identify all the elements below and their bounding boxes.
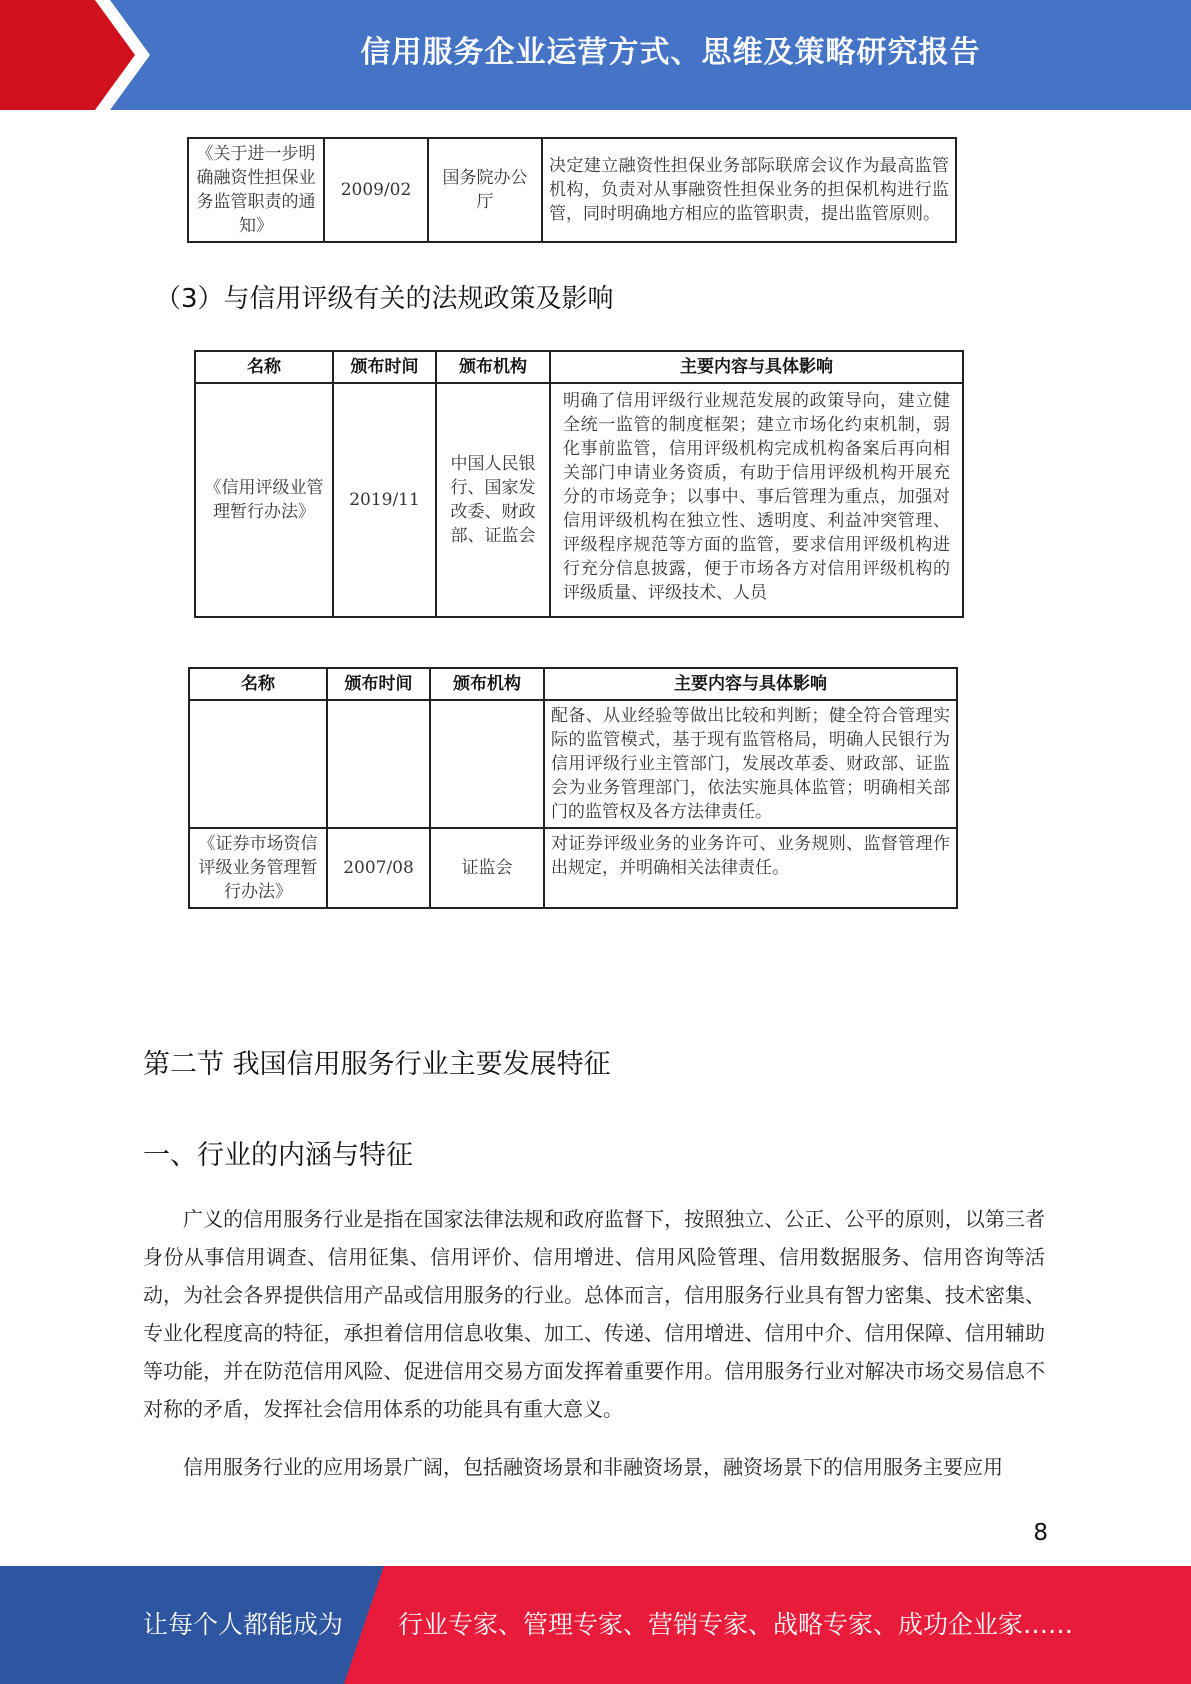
table-row — [188, 138, 956, 242]
regulation-table-3 — [188, 667, 958, 909]
table-cell-agency: 中国人民银行、国家发改委、财政部、证监会 — [436, 383, 550, 617]
document-title: 信用服务企业运营方式、思维及策略研究报告 — [360, 35, 981, 70]
table-cell-content-text: 明确了信用评级行业规范发展的政策导向，建立健全统一监管的制度框架；建立市场化约束机制，弱化事前监管，信用评级机构完成机构备案后再向相关部门申请业务资质，有助于信用评级机构开展充分的市场竞争；以事中、事后管理为重点，加强对信用评级机构在独立性、透明度、利益冲突管理、评级程序规范等方面的监管，要求信用评级机构进行充分信息披露，便于市场各方对信用评级机构的评级质量、评级技术、人员 — [563, 391, 950, 603]
table-cell-date: 2019/11 — [333, 383, 436, 617]
table-cell-agency — [430, 700, 544, 828]
page-number: 8 — [1033, 1520, 1048, 1546]
table-cell-content — [550, 383, 963, 617]
table-cell-content: 配备、从业经验等做出比较和判断；健全符合管理实际的监管模式，基于现有监管格局，明确人民银行为信用评级行业主管部门，发展改革委、财政部、证监会为业务管理部门，依法实施具体监管；明确相关部门的监管权及各方法律责任。 — [544, 700, 957, 828]
table-cell-date — [327, 700, 430, 828]
table-cell-name — [189, 700, 327, 828]
table-cell-date: 2009/02 — [324, 138, 428, 242]
table-header-row — [195, 351, 963, 383]
header-agency: 颁布机构 — [430, 668, 544, 700]
table-cell-agency: 国务院办公厅 — [428, 138, 542, 242]
subsection-heading: （3）与信用评级有关的法规政策及影响 — [155, 284, 614, 314]
header-content: 主要内容与具体影响 — [544, 668, 957, 700]
table-cell-content: 对证券评级业务的业务许可、业务规则、监督管理作出规定，并明确相关法律责任。 — [544, 828, 957, 908]
table-cell-name: 《信用评级业管理暂行办法》 — [195, 383, 333, 617]
footer-slogan-right: 行业专家、管理专家、营销专家、战略专家、成功企业家…… — [398, 1610, 1074, 1639]
table-cell-content: 决定建立融资性担保业务部际联席会议作为最高监管机构，负责对从事融资性担保业务的担保机构进行监管，同时明确地方相应的监管职责，提出监管原则。 — [542, 138, 956, 242]
table-cell-name: 《证券市场资信评级业务管理暂行办法》 — [189, 828, 327, 908]
table-row — [195, 383, 963, 617]
table-row — [189, 700, 957, 828]
page-footer — [0, 1566, 1191, 1684]
body-paragraph: 信用服务行业的应用场景广阔，包括融资场景和非融资场景，融资场景下的信用服务主要应用 — [183, 1455, 1003, 1479]
header-name: 名称 — [189, 668, 327, 700]
header-agency: 颁布机构 — [436, 351, 550, 383]
table-header-row — [189, 668, 957, 700]
page-header — [0, 0, 1191, 110]
header-date: 颁布时间 — [327, 668, 430, 700]
header-name: 名称 — [195, 351, 333, 383]
table-cell-name: 《关于进一步明确融资性担保业务监管职责的通知》 — [188, 138, 324, 242]
header-date: 颁布时间 — [333, 351, 436, 383]
header-content: 主要内容与具体影响 — [550, 351, 963, 383]
subsection-heading-one: 一、行业的内涵与特征 — [143, 1140, 413, 1171]
table-cell-agency: 证监会 — [430, 828, 544, 908]
table-row — [189, 828, 957, 908]
body-paragraph: 广义的信用服务行业是指在国家法律法规和政府监督下，按照独立、公正、公平的原则，以第三者身份从事信用调查、信用征集、信用评价、信用增进、信用风险管理、信用数据服务、信用咨询等活动，为社会各界提供信用产品或信用服务的行业。总体而言，信用服务行业具有智力密集、技术密集、专业化程度高的特征，承担着信用信息收集、加工、传递、信用增进、信用中介、信用保障、信用辅助等功能，并在防范信用风险、促进信用交易方面发挥着重要作用。信用服务行业对解决市场交易信息不对称的矛盾，发挥社会信用体系的功能具有重大意义。 — [143, 1207, 1045, 1421]
footer-slogan-left: 让每个人都能成为 — [143, 1610, 344, 1639]
table-cell-date: 2007/08 — [327, 828, 430, 908]
section-heading: 第二节 我国信用服务行业主要发展特征 — [143, 1049, 611, 1080]
regulation-table-2 — [194, 350, 964, 618]
regulation-table-1 — [187, 137, 957, 243]
